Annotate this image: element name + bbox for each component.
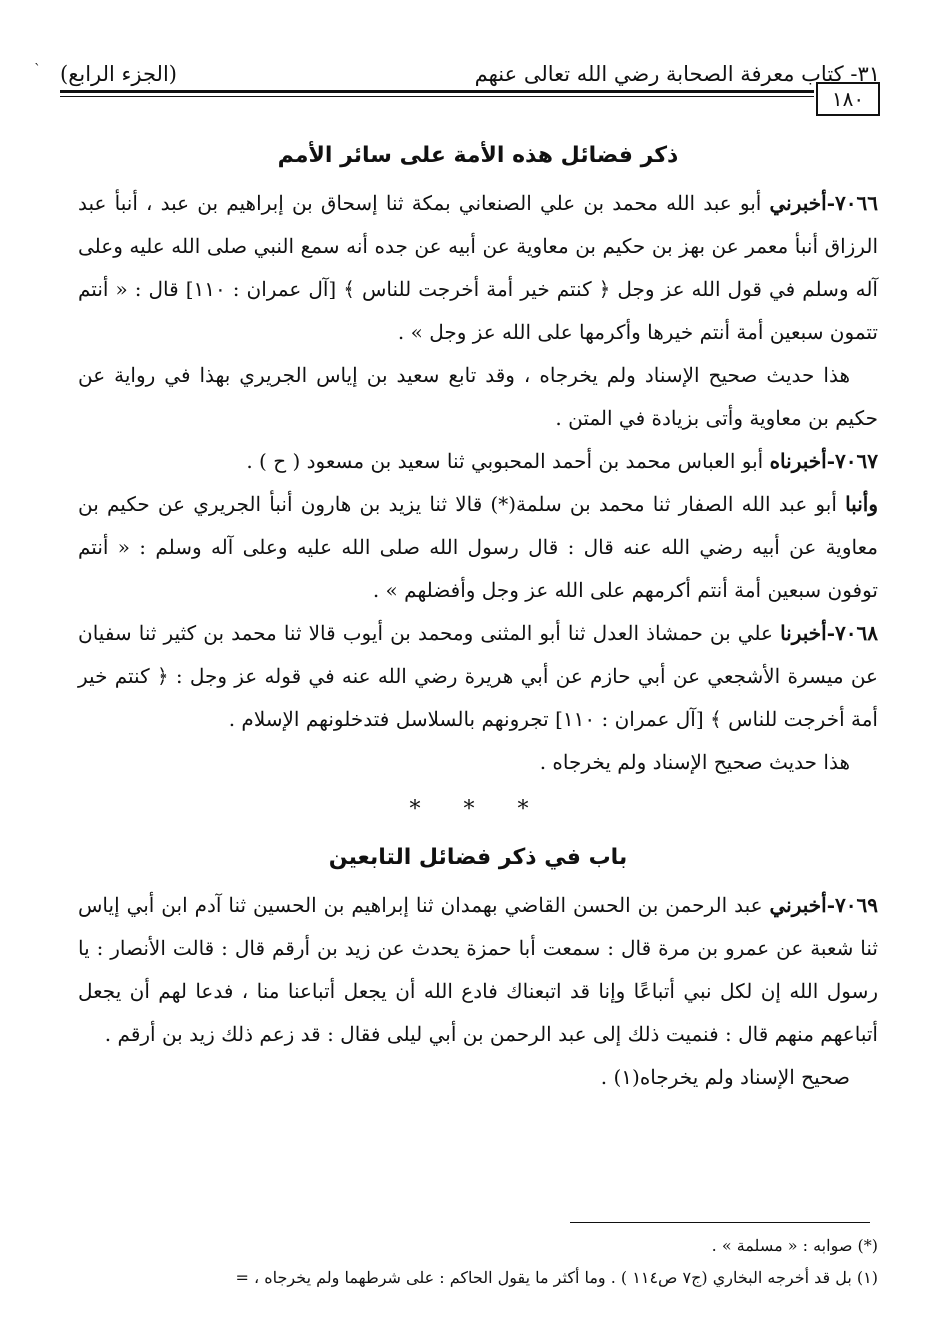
- hadith-7066: [78, 182, 878, 354]
- hadith-text: عبد الرحمن بن الحسن القاضي بهمدان ثنا إبراهيم بن الحسين ثنا آدم ابن أبي إياس ثنا شعبة عن عمرو بن مرة قال : سمعت أبا حمزة يحدث عن زيد بن أرقم قال : قالت الأنصار : يا رسول الله إن لكل نبي أتباعًا وإنا قد اتبعناك فادع الله أن يجعل أتباعنا منا ، فدعا لهم أن يجعل أتباعهم منهم قال : فنميت ذلك إلى عبد الرحمن بن أبي ليلى فقال : قد زعم ذلك زيد بن أرقم .: [78, 893, 878, 1046]
- footnote: (*) صوابه : « مسلمة » .: [711, 1236, 878, 1255]
- volume-label: (الجزء الرابع): [60, 62, 177, 86]
- hadith-7067-second-chain: [78, 483, 878, 612]
- margin-mark: ˋ: [34, 62, 41, 78]
- hadith-text: أبو عبد الله محمد بن علي الصنعاني بمكة ثنا إسحاق بن إبراهيم بن عبد ، أنبأ عبد الرزاق أنبأ معمر عن بهز بن حكيم بن معاوية عن أبيه عن جده أنه سمع النبي صلى الله عليه وعلى آله وسلم في قول الله عز وجل ﴿ كنتم خير أمة أخرجت للناس ﴾ [آل عمران : ١١٠] قال : « أنتم تتمون سبعين أمة أنتم خيرها وأكرمها على الله عز وجل » .: [78, 191, 878, 344]
- hadith-keyword: أخبرني: [769, 191, 827, 215]
- hadith-keyword: وأنبا: [845, 492, 878, 516]
- header-rule: [60, 84, 880, 124]
- main-text: [78, 134, 878, 1099]
- section-heading: باب في ذكر فضائل التابعين: [328, 845, 628, 870]
- grading-note: هذا حديث صحيح الإسناد ولم يخرجاه ، وقد تابع سعيد بن إياس الجريري بهذا في رواية عن حكيم بن معاوية وأتى بزيادة في المتن .: [78, 363, 878, 430]
- footnotes: [78, 1230, 878, 1294]
- grading-note: هذا حديث صحيح الإسناد ولم يخرجاه .: [539, 750, 850, 774]
- hadith-number: ٧٠٦٦-: [826, 191, 878, 215]
- page-number: ١٨٠: [816, 82, 880, 116]
- hadith-number: ٧٠٦٩-: [826, 893, 878, 917]
- hadith-text: علي بن حمشاذ العدل ثنا أبو المثنى ومحمد بن أيوب قالا ثنا محمد بن كثير ثنا سفيان عن ميسرة الأشجعي عن أبي حازم عن أبي هريرة رضي الله عنه في قوله عز وجل : ﴿ كنتم خير أمة أخرجت للناس ﴾ [آل عمران : ١١٠] تجرونهم بالسلاسل فتدخلونهم الإسلام .: [78, 621, 878, 731]
- header-rule-thick: [60, 90, 814, 93]
- chapter-title: ٣١- كتاب معرفة الصحابة رضي الله تعالى عنهم: [474, 62, 880, 86]
- hadith-text: أبو عبد الله الصفار ثنا محمد بن سلمة(*) قالا ثنا يزيد بن هارون أنبأ الجريري عن حكيم بن معاوية عن أبيه رضي الله عنه قال : قال رسول الله صلى الله عليه وعلى آله وسلم : « أنتم توفون سبعين أمة أنتم أكرمهم على الله عز وجل وأفضلهم » .: [78, 492, 878, 602]
- section-heading: ذكر فضائل هذه الأمة على سائر الأمم: [277, 143, 679, 168]
- header-rule-thin: [60, 96, 814, 97]
- hadith-keyword: أخبرناه: [769, 449, 827, 473]
- hadith-number: ٧٠٦٧-: [826, 449, 878, 473]
- hadith-keyword: أخبرنا: [780, 621, 827, 645]
- hadith-7067: [78, 440, 878, 483]
- footnote-rule: [570, 1222, 870, 1223]
- hadith-7068: [78, 612, 878, 741]
- hadith-keyword: أخبرني: [769, 893, 827, 917]
- hadith-7069: [78, 884, 878, 1056]
- grading-note: صحيح الإسناد ولم يخرجاه(١) .: [600, 1065, 850, 1089]
- footnote: (١) بل قد أخرجه البخاري (ج٧ ص١١٤ ) . وما أكثر ما يقول الحاكم : على شرطهما ولم يخرجاه ، =: [235, 1268, 878, 1287]
- section-separator: * * *: [409, 797, 547, 822]
- hadith-text: أبو العباس محمد بن أحمد المحبوبي ثنا سعيد بن مسعود ( ح ) .: [246, 449, 770, 473]
- hadith-number: ٧٠٦٨-: [826, 621, 878, 645]
